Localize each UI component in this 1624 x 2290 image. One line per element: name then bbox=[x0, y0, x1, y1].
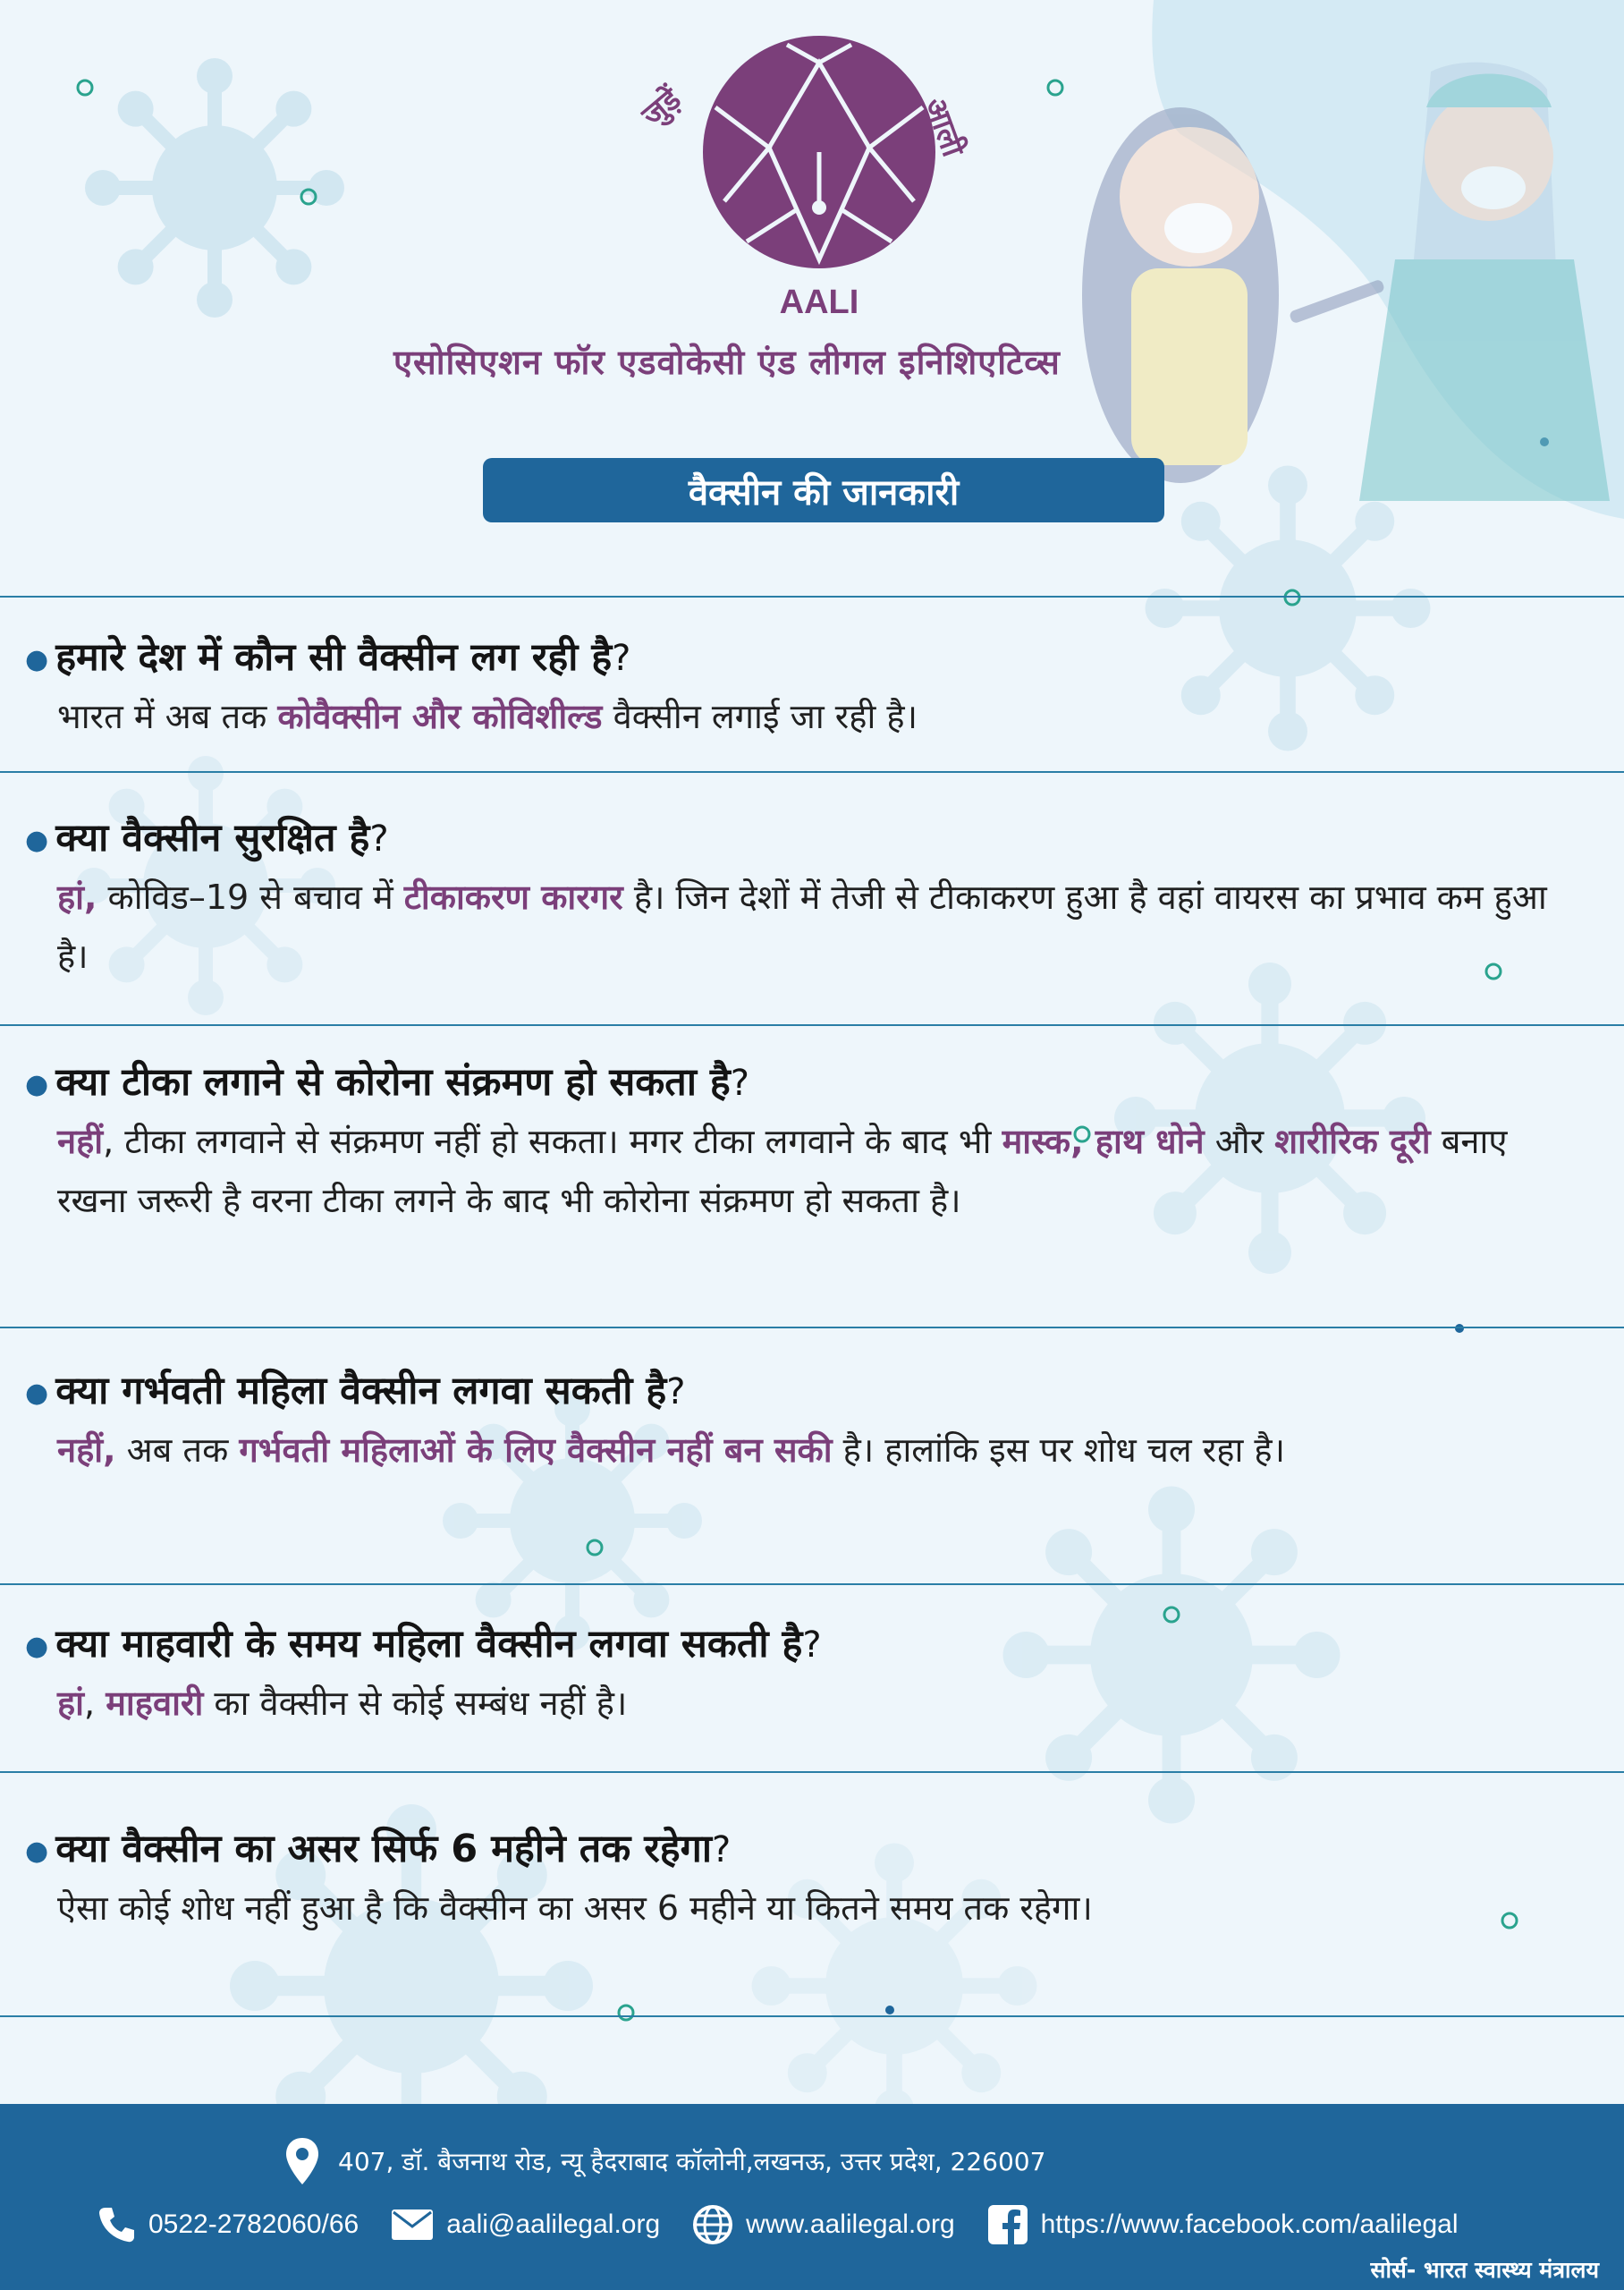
contact-footer bbox=[0, 2104, 1624, 2290]
facebook-link[interactable]: https://www.facebook.com/aalilegal bbox=[987, 2204, 1459, 2245]
bullet-icon: ● bbox=[25, 1377, 49, 1409]
divider bbox=[0, 1771, 1624, 1773]
divider bbox=[0, 2015, 1624, 2017]
divider bbox=[0, 1327, 1624, 1328]
phone[interactable]: 0522-2782060/66 bbox=[97, 2205, 359, 2244]
qa-item bbox=[25, 1617, 1581, 1733]
email-link[interactable]: aali@aalilegal.org bbox=[391, 2209, 660, 2241]
bullet-icon: ● bbox=[25, 1835, 49, 1867]
answer-text: भारत में अब तक कोवैक्सीन और कोविशील्ड वैक्सीन लगाई जा रही है। bbox=[57, 696, 918, 736]
divider bbox=[0, 1024, 1624, 1026]
location-pin-icon bbox=[284, 2136, 320, 2186]
question-heading: ● क्या वैक्सीन सुरक्षित है? bbox=[25, 816, 389, 861]
bullet-icon: ● bbox=[25, 1630, 49, 1662]
phone-icon bbox=[97, 2205, 136, 2244]
divider bbox=[0, 771, 1624, 773]
logo-text: AALI bbox=[779, 284, 859, 321]
divider bbox=[0, 596, 1624, 598]
pen-nib-logo-icon bbox=[635, 45, 1002, 340]
page-title: वैक्सीन की जानकारी bbox=[483, 458, 1164, 522]
qa-item bbox=[25, 631, 1581, 746]
globe-icon bbox=[692, 2204, 733, 2245]
qa-item bbox=[25, 1364, 1581, 1480]
contact-row bbox=[97, 2193, 1491, 2256]
question-heading: ● क्या गर्भवती महिला वैक्सीन लगवा सकती है? bbox=[25, 1369, 686, 1413]
question-heading: ● हमारे देश में कौन सी वैक्सीन लग रही है? bbox=[25, 635, 631, 680]
answer-text: नहीं, टीका लगवाने से संक्रमण नहीं हो सकता। मगर टीका लगवाने के बाद भी मास्क, हाथ धोने और शारीरिक दूरी बनाए रखना जरूरी है वरना टीका लगने के बाद भी कोरोना संक्रमण हो सकता है। bbox=[57, 1121, 1508, 1220]
question-heading: ● क्या वैक्सीन का असर सिर्फ 6 महीने तक रहेगा? bbox=[25, 1827, 732, 1871]
answer-text: नहीं, अब तक गर्भवती महिलाओं के लिए वैक्सीन नहीं बन सकी है। हालांकि इस पर शोध चल रहा है। bbox=[57, 1429, 1285, 1470]
bullet-icon: ● bbox=[25, 824, 49, 856]
envelope-icon bbox=[391, 2209, 434, 2241]
address: 407, डॉ. बैजनाथ रोड, न्यू हैदराबाद कॉलोनी,लखनऊ, उत्तर प्रदेश, 226007 bbox=[284, 2134, 1045, 2188]
website-link[interactable]: www.aalilegal.org bbox=[692, 2204, 954, 2245]
qa-item bbox=[25, 1056, 1581, 1230]
source-note: सोर्स- भारत स्वास्थ्य मंत्रालय bbox=[1370, 2257, 1599, 2283]
aali-logo bbox=[635, 45, 1002, 340]
question-heading: ● क्या टीका लगाने से कोरोना संक्रमण हो सकता है? bbox=[25, 1060, 749, 1105]
answer-text: ऐसा कोई शोध नहीं हुआ है कि वैक्सीन का असर 6 महीने या कितने समय तक रहेगा। bbox=[57, 1887, 1093, 1928]
organization-name: एसोसिएशन फॉर एडवोकेसी एंड लीगल इनिशिएटिव्स bbox=[393, 343, 1061, 382]
divider bbox=[0, 1583, 1624, 1585]
logo-arc-right: आली bbox=[917, 93, 971, 162]
qa-item bbox=[25, 811, 1581, 986]
qa-item bbox=[25, 1822, 1581, 1938]
bullet-icon: ● bbox=[25, 1068, 49, 1100]
question-heading: ● क्या माहवारी के समय महिला वैक्सीन लगवा सकती है? bbox=[25, 1622, 822, 1667]
answer-text: हां, माहवारी का वैक्सीन से कोई सम्बंध नहीं है। bbox=[57, 1683, 628, 1723]
facebook-icon bbox=[987, 2204, 1028, 2245]
bullet-icon: ● bbox=[25, 643, 49, 675]
logo-arc-left: जुड़ें bbox=[635, 81, 689, 134]
answer-text: हां, कोविड–19 से बचाव में टीकाकरण कारगर है। जिन देशों में तेजी से टीकाकरण हुआ है वहां वायरस का प्रभाव कम हुआ है। bbox=[57, 877, 1547, 976]
